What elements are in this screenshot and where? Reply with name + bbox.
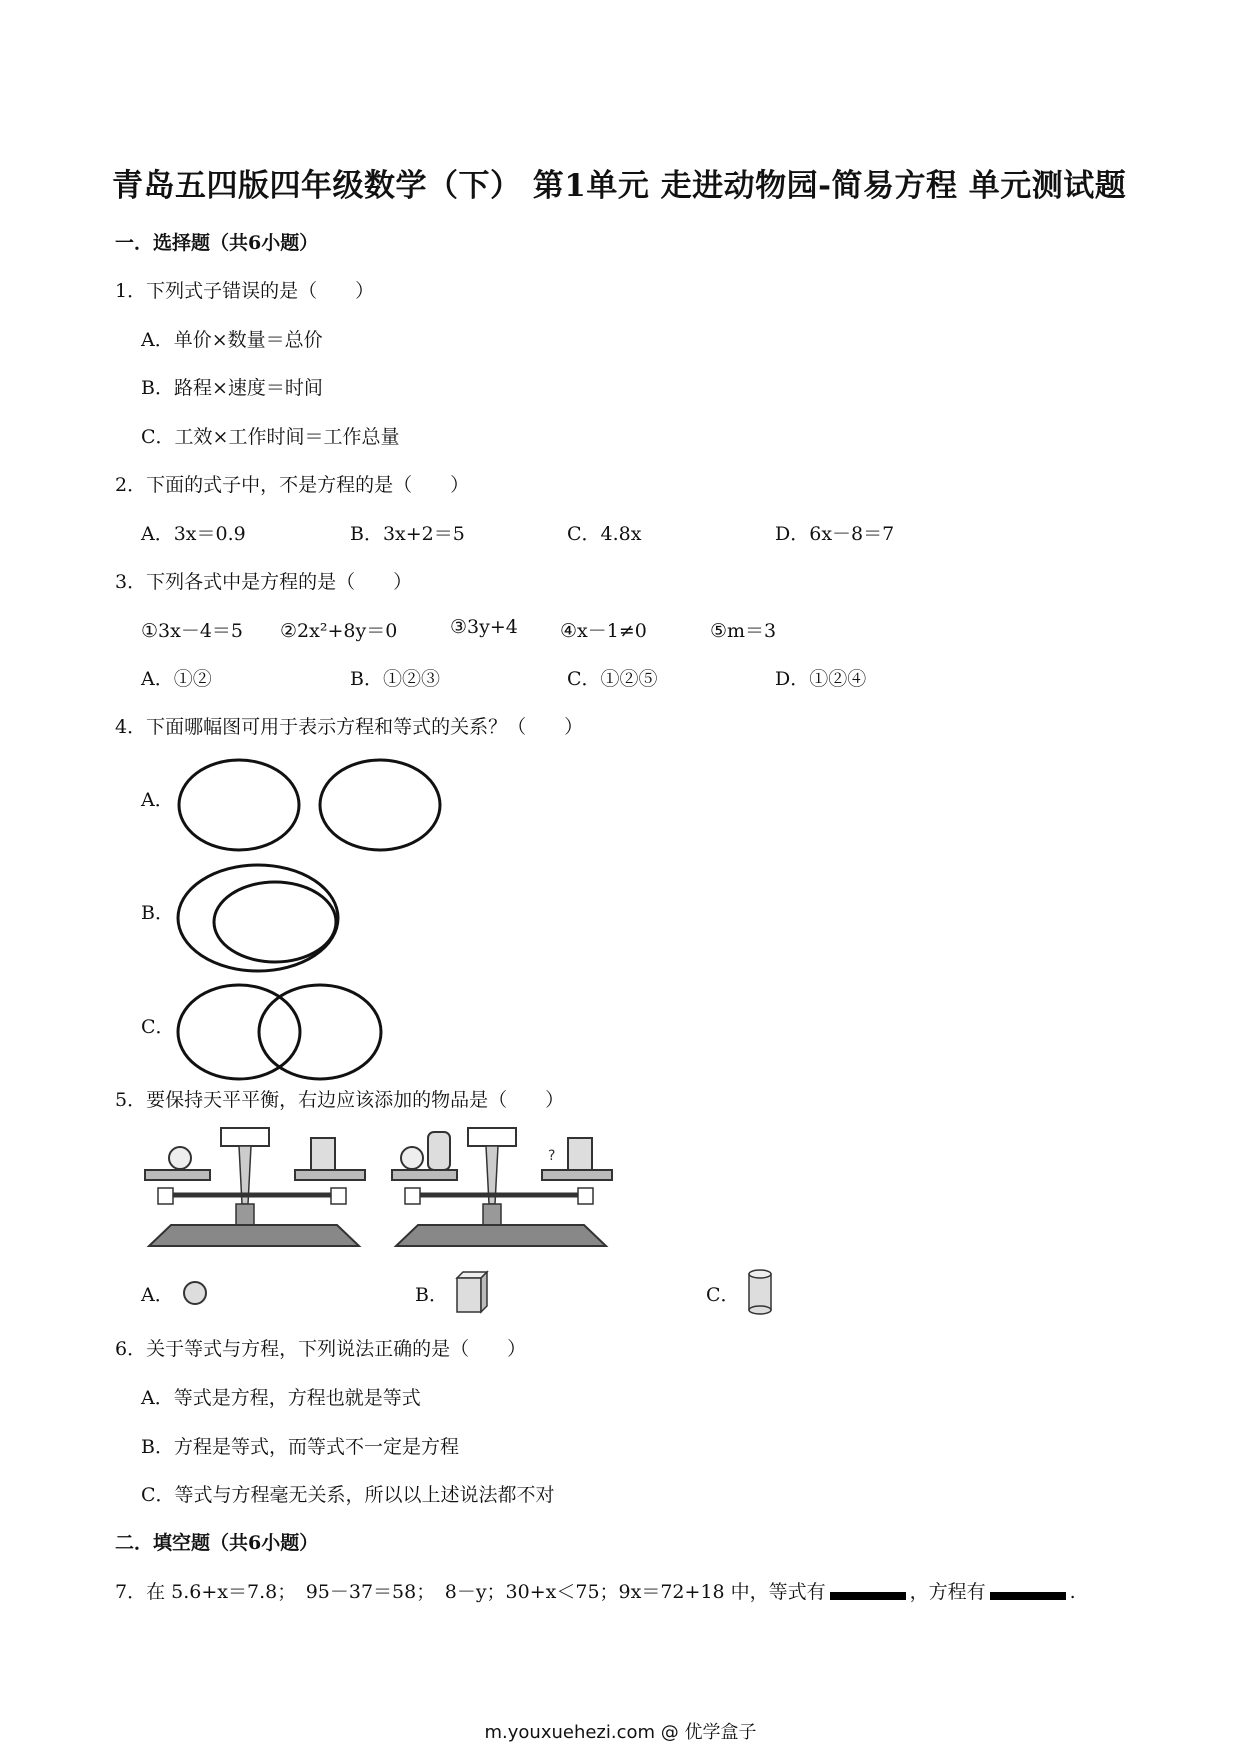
question-1-option-b: B．路程×速度＝时间 — [141, 377, 323, 399]
footer-watermark: m.youxuehezi.com @ 优学盒子 — [484, 1722, 757, 1743]
question-3-option-d: D．①②④ — [775, 668, 867, 690]
question-6-option-a: A．等式是方程，方程也就是等式 — [141, 1387, 421, 1409]
section-heading-choice: 一．选择题（共6小题） — [115, 232, 319, 254]
question-4-option-c: C． — [141, 1016, 175, 1038]
separate-circles-figure — [175, 755, 445, 855]
question-7-text-1: 7．在 5.6+x＝7.8； 95－37＝58； 8－y；30+x＜75；9x＝72+18 中，等式有 — [115, 1581, 826, 1603]
question-5-stem: 5．要保持天平平衡，右边应该添加的物品是（ ） — [115, 1089, 565, 1111]
question-3-option-a: A．①② — [141, 668, 212, 690]
question-3-item-4: ④x－1≠0 — [560, 620, 647, 642]
question-2-option-c: C．4.8x — [567, 523, 642, 545]
cuboid-icon — [455, 1270, 491, 1314]
question-3-item-3: ③3y+4 — [450, 616, 518, 638]
section-heading-fill-blank: 二．填空题（共6小题） — [115, 1532, 319, 1554]
question-4-stem: 4．下面哪幅图可用于表示方程和等式的关系？（ ） — [115, 716, 584, 738]
question-2-option-a: A．3x＝0.9 — [141, 523, 246, 545]
page-title: 青岛五四版四年级数学（下） 第1单元 走进动物园-简易方程 单元测试题 — [112, 168, 1127, 204]
question-6-option-b: B．方程是等式，而等式不一定是方程 — [141, 1436, 459, 1458]
overlapping-circles-figure — [175, 980, 385, 1085]
question-5-option-c: C． — [706, 1284, 740, 1306]
question-7-text-3: . — [1069, 1581, 1076, 1603]
question-3-item-5: ⑤m＝3 — [710, 620, 777, 642]
question-3-item-1: ①3x－4＝5 — [141, 620, 244, 642]
cylinder-icon — [746, 1268, 776, 1316]
question-3-stem: 3．下列各式中是方程的是（ ） — [115, 571, 413, 593]
question-2-option-b: B．3x+2＝5 — [350, 523, 465, 545]
question-3-option-b: B．①②③ — [350, 668, 440, 690]
question-3-option-c: C．①②⑤ — [567, 668, 658, 690]
question-5-option-a: A． — [141, 1284, 174, 1306]
question-6-stem: 6．关于等式与方程，下列说法正确的是（ ） — [115, 1338, 527, 1360]
question-5-option-b: B． — [415, 1284, 448, 1306]
balance-scale-1-figure — [143, 1120, 368, 1250]
balance-scale-2-figure — [390, 1120, 615, 1250]
question-7 — [115, 1577, 1076, 1604]
question-1-option-c: C．工效×工作时间＝工作总量 — [141, 426, 400, 448]
question-6-option-c: C．等式与方程毫无关系，所以以上述说法都不对 — [141, 1484, 555, 1506]
question-2-option-d: D．6x－8＝7 — [775, 523, 895, 545]
nested-circles-figure — [175, 862, 345, 977]
question-3-item-2: ②2x²+8y＝0 — [280, 620, 398, 642]
answer-blank-formulas[interactable] — [990, 1592, 1066, 1600]
question-1-stem: 1．下列式子错误的是（ ） — [115, 280, 375, 302]
question-1-option-a: A．单价×数量＝总价 — [141, 329, 323, 351]
ball-icon — [182, 1280, 210, 1308]
answer-blank-equations[interactable] — [830, 1592, 906, 1600]
question-4-option-a: A． — [141, 789, 174, 811]
question-7-text-2: ，方程有 — [909, 1581, 986, 1603]
question-4-option-b: B． — [141, 902, 174, 924]
question-2-stem: 2．下面的式子中，不是方程的是（ ） — [115, 474, 470, 496]
svg-text:?: ? — [548, 1148, 556, 1164]
